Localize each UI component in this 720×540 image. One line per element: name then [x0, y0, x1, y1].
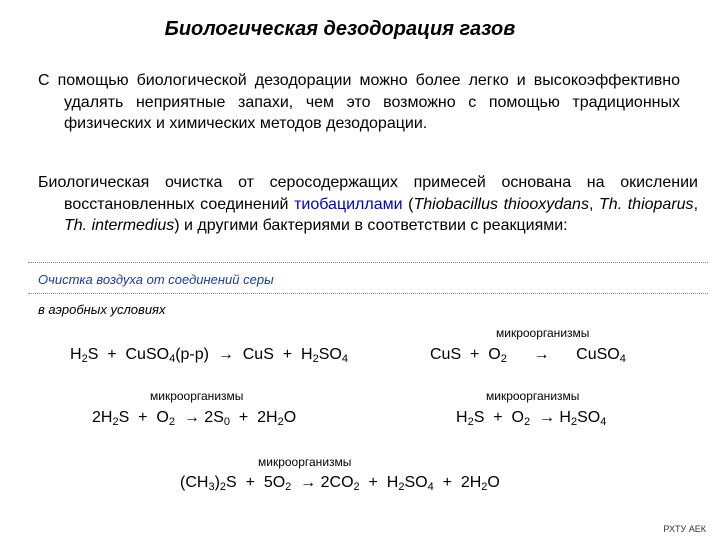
- intro-paragraph: С помощью биологической дезодорации можно более легко и высокоэффективно удалять неприятные запахи, чем это возможно с помощью традиционных физических и химических методов дезодорации.: [38, 72, 680, 132]
- bio-text-c: ) и другими бактериями в соответствии с реакциями:: [174, 217, 568, 234]
- arrow-2: →: [533, 346, 550, 363]
- reaction-2: CuS + $O_2$ → CuSO$_4$: [430, 346, 626, 365]
- arrow-5: →: [300, 474, 317, 491]
- arrow-1: →: [217, 346, 234, 363]
- reaction-4-label: микроорганизмы: [486, 389, 580, 403]
- reaction-2-label: микроорганизмы: [496, 326, 590, 340]
- section-subheading: в аэробных условиях: [38, 302, 166, 317]
- divider-2: [28, 293, 708, 294]
- species-3: Th. intermedius: [64, 217, 175, 234]
- species-1: Thiobacillus thiooxydans: [413, 195, 589, 213]
- arrow-3: →: [183, 409, 200, 426]
- divider-1: [28, 262, 708, 263]
- section-heading: Очистка воздуха от соединений серы: [38, 272, 274, 287]
- bio-paragraph: [38, 172, 698, 237]
- reaction-5-label: микроорганизмы: [258, 455, 352, 469]
- reaction-4: $H_2S + O_2 \to H_2SO_4$: [456, 409, 607, 428]
- sep-1: ,: [588, 195, 600, 213]
- reaction-3: $2H_2S + O_2 \to 2S_0 + 2H_2O$: [92, 409, 297, 428]
- thiobacilli-term: тиобациллами: [294, 195, 403, 213]
- reaction-3-label: микроорганизмы: [150, 389, 244, 403]
- species-2: Th. thioparus: [599, 195, 694, 213]
- bio-text-b: (: [402, 195, 414, 213]
- reaction-5: $(CH_3)_2S + 5O_2 \to 2CO_2 + H_2SO_4 + 2H_2O$: [180, 474, 500, 493]
- page-title: Биологическая дезодорация газов: [164, 18, 516, 40]
- bio-text-a: Биологическая очистка от серосодержащих примесей основана на окислении восстановленных соединений: [38, 174, 698, 213]
- arrow-4: →: [538, 409, 555, 426]
- reaction-1: $H_2S$ + CuSO$_4$(р-р) → CuS + $H_2SO_4$: [70, 346, 348, 365]
- sep-2: ,: [693, 195, 699, 213]
- footer-label: РХТУ АЕК: [663, 524, 706, 534]
